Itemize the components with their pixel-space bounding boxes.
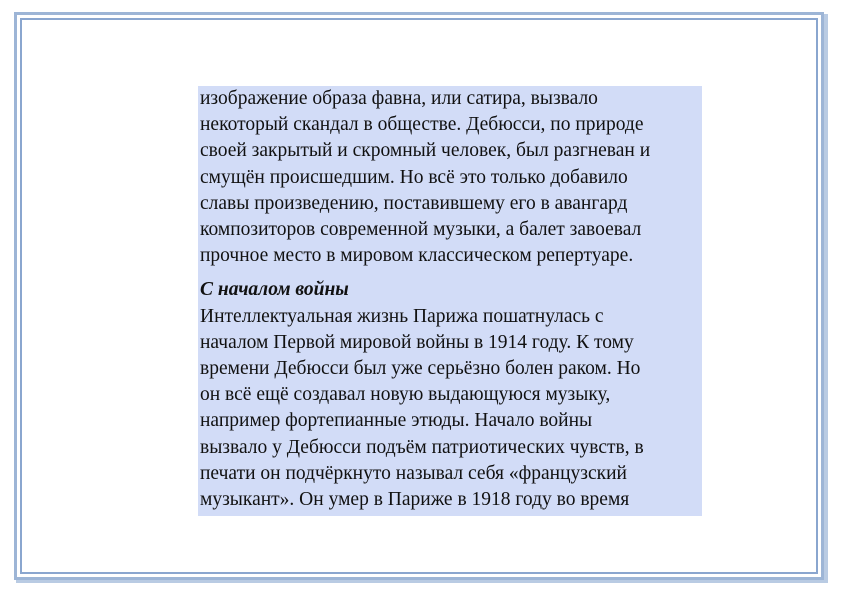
paragraph-war: Интеллектуальная жизнь Парижа пошатнулась с началом Первой мировой войны в 1914 году. К тому времени Дебюсси был уже серьёзно болен раком. Но он всё ещё создавал новую выдающуюся музыку, например фортепианные этюды. Начало войны вызвало у Дебюсси подъём патриотических чувств, в печати он подчёркнуто называл себя «французский музыкант». Он умер в Париже в 1918 году во время <box>200 305 644 511</box>
paragraph-intro: изображение образа фавна, или сатира, вызвало некоторый скандал в обществе. Дебюсси, по природе своей закрытый и скромный человек, был разгневан и смущён происшедшим. Но всё это только добавило славы произведению, поставившему его в авангард композиторов современной музыки, а балет завоевал прочное место в мировом классическом репертуаре. <box>200 88 651 267</box>
frame-shadow-bottom <box>16 580 828 583</box>
text-content-block <box>198 86 702 516</box>
section-heading: С началом войны <box>200 279 349 301</box>
frame-shadow-right <box>824 14 828 582</box>
